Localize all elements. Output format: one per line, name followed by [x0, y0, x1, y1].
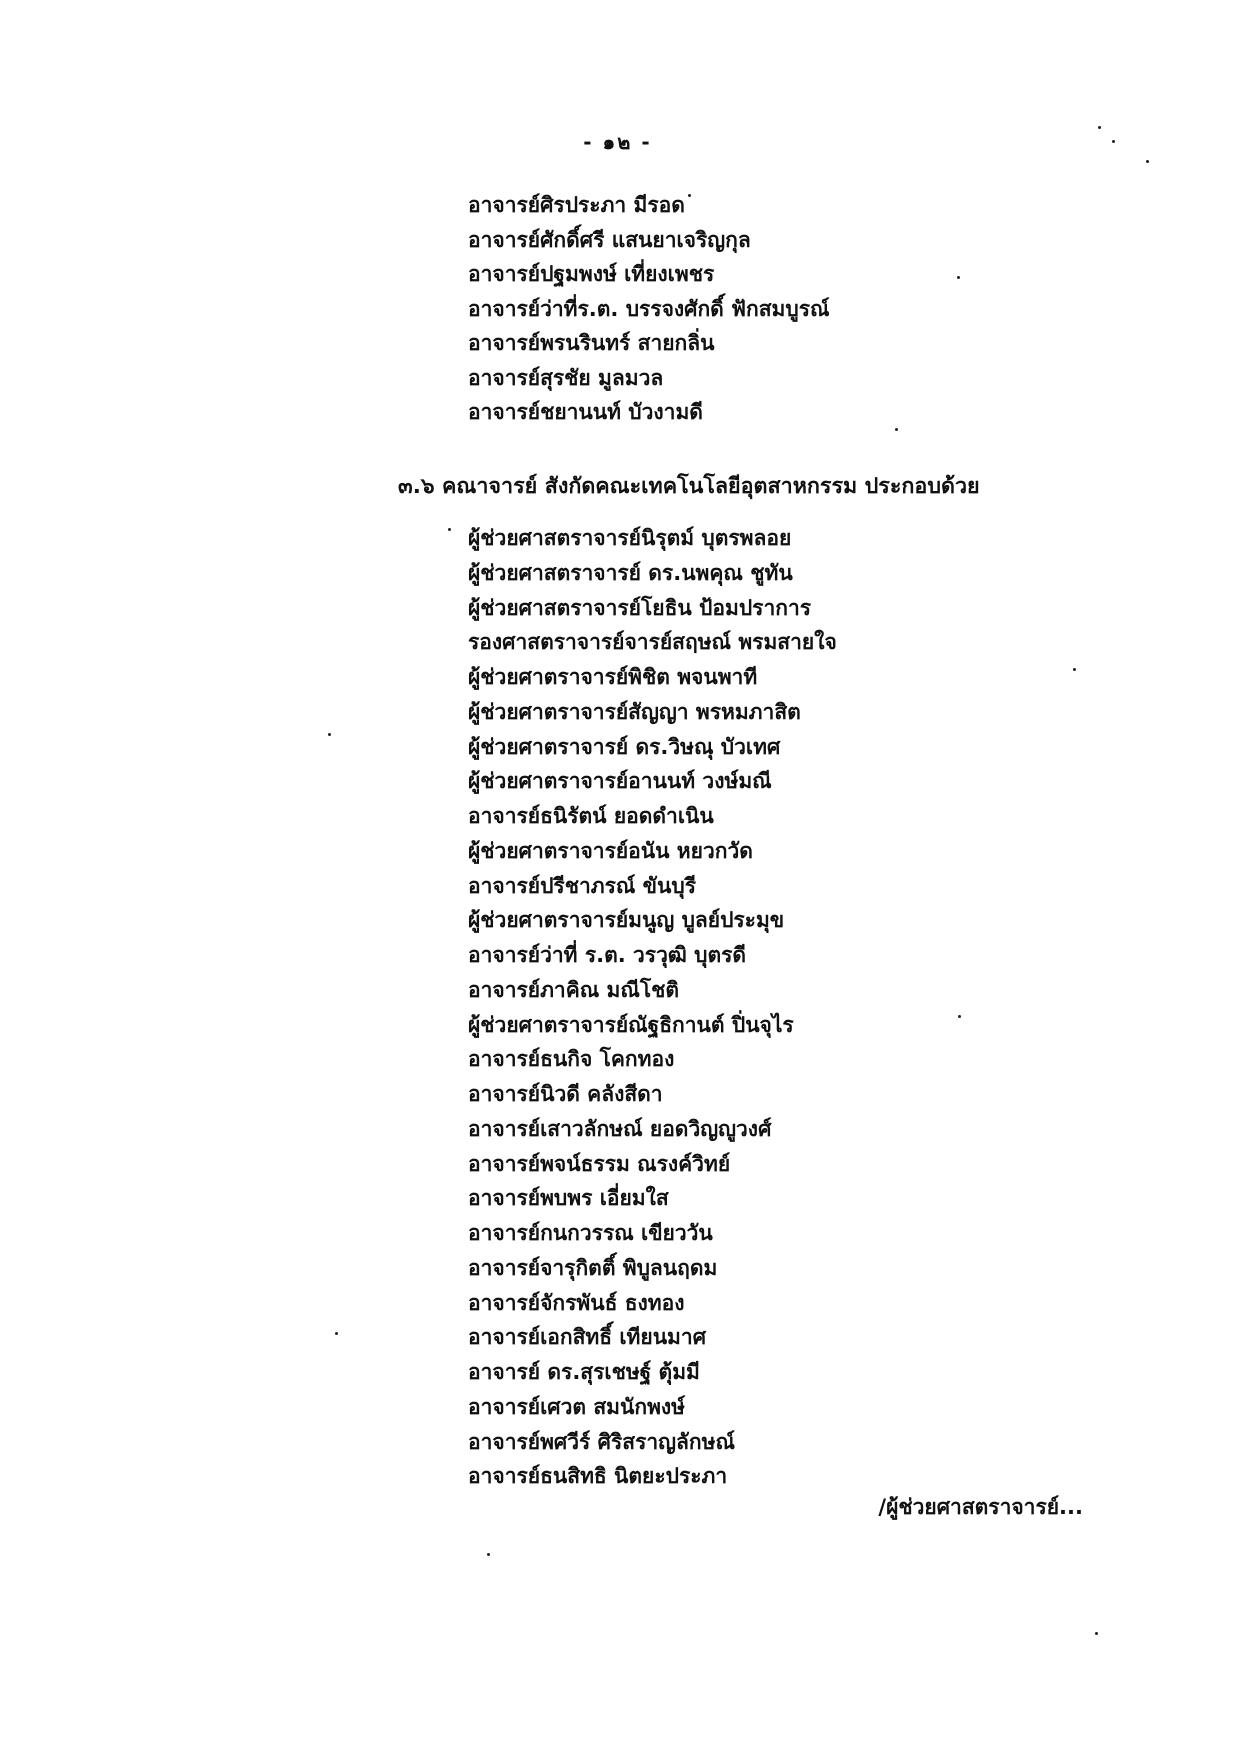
list-item: ผู้ช่วยศาตราจารย์อนัน หยวกวัด [468, 838, 753, 863]
section-heading: ๓.๖ คณาจารย์ สังกัดคณะเทคโนโลยีอุตสาหกรรม ประกอบด้วย [398, 474, 980, 499]
list-item: อาจารย์กนกวรรณ เขียววัน [468, 1221, 713, 1245]
list-item: ผู้ช่วยศาตราจารย์มนูญ บูลย์ประมุข [468, 908, 785, 933]
list-item: อาจารย์พบพร เอี่ยมใส [468, 1186, 669, 1211]
scan-speck [895, 428, 898, 431]
scan-speck [1146, 160, 1149, 163]
faculty-list-industrial-technology [468, 521, 837, 1494]
list-item: อาจารย์ธนิรัตน์ ยอดดำเนิน [468, 804, 714, 828]
list-item: อาจารย์ศิรประภา มีรอด [468, 193, 685, 217]
list-item: ผู้ช่วยศาสตราจารย์ ดร.นพคุณ ชูทัน [468, 560, 793, 585]
list-item: อาจารย์ธนสิทธิ นิตยะประภา [468, 1464, 728, 1489]
list-item: ผู้ช่วยศาตราจารย์ ดร.วิษณุ บัวเทศ [468, 734, 781, 759]
list-item: ผู้ช่วยศาตราจารย์อานนท์ วงษ์มณี [468, 769, 772, 794]
scan-speck [958, 1015, 961, 1018]
list-item: อาจารย์ ดร.สุรเชษฐ์ ตุ้มมี [468, 1360, 700, 1384]
list-item: ผู้ช่วยศาตราจารย์ณัฐธิกานต์ ปิ่นจุไร [468, 1012, 794, 1037]
scan-speck [1112, 140, 1115, 143]
list-item: อาจารย์เอกสิทธิ์ เทียนมาศ [468, 1325, 707, 1350]
list-item: ผู้ช่วยศาตราจารย์สัญญา พรหมภาสิต [468, 699, 801, 724]
list-item: อาจารย์ภาคิณ มณีโชติ [468, 977, 680, 1002]
scan-speck [487, 1553, 490, 1556]
list-item: รองศาสตราจารย์จารย์สฤษณ์ พรมสายใจ [468, 630, 837, 655]
list-item: ผู้ช่วยศาสตราจารย์นิรุตม์ บุตรพลอย [468, 526, 792, 550]
list-item: อาจารย์ว่าที่ร.ต. บรรจงศักดิ์ ฟักสมบูรณ์ [468, 296, 830, 321]
scan-speck [1095, 1632, 1098, 1635]
list-item: อาจารย์ปฐมพงษ์ เที่ยงเพชร [468, 262, 715, 286]
scan-speck [1073, 668, 1076, 671]
list-item: อาจารย์พรนรินทร์ สายกลิ่น [468, 331, 715, 355]
scan-speck [448, 528, 451, 531]
list-item: อาจารย์ปรีชาภรณ์ ขันบุรี [468, 873, 696, 898]
scan-speck [688, 194, 691, 197]
faculty-list-continued [468, 188, 829, 430]
scan-speck [328, 733, 331, 736]
list-item: อาจารย์ชยานนท์ บัวงามดี [468, 400, 703, 424]
list-item: อาจารย์นิวดี คลังสีดา [468, 1082, 663, 1106]
scan-speck [335, 1332, 338, 1335]
list-item: อาจารย์ศักดิ์ศรี แสนยาเจริญกุล [468, 227, 751, 252]
list-item: ผู้ช่วยศาตราจารย์พิชิต พจนพาที [468, 665, 758, 689]
list-item: อาจารย์สุรชัย มูลมวล [468, 365, 664, 390]
list-item: อาจารย์เสาวลักษณ์ ยอดวิญญูวงศ์ [468, 1116, 772, 1141]
page-number: - ๑๒ - [583, 130, 652, 154]
list-item: อาจารย์พจน์ธรรม ณรงค์วิทย์ [468, 1151, 731, 1176]
scan-speck [1098, 126, 1101, 129]
list-item: อาจารย์พศวีร์ ศิริสราญลักษณ์ [468, 1429, 735, 1454]
list-item: อาจารย์จักรพันธ์ ธงทอง [468, 1290, 685, 1315]
scan-speck [957, 276, 960, 279]
list-item: อาจารย์จารุกิตติ์ พิบูลนฤดม [468, 1255, 718, 1280]
list-item: อาจารย์ว่าที่ ร.ต. วรวุฒิ บุตรดี [468, 943, 747, 967]
list-item: อาจารย์เศวต สมนักพงษ์ [468, 1394, 686, 1419]
continuation-marker: /ผู้ช่วยศาสตราจารย์... [878, 1495, 1083, 1519]
list-item: อาจารย์ธนกิจ โคกทอง [468, 1047, 675, 1072]
list-item: ผู้ช่วยศาสตราจารย์โยธิน ป้อมปราการ [468, 595, 812, 620]
